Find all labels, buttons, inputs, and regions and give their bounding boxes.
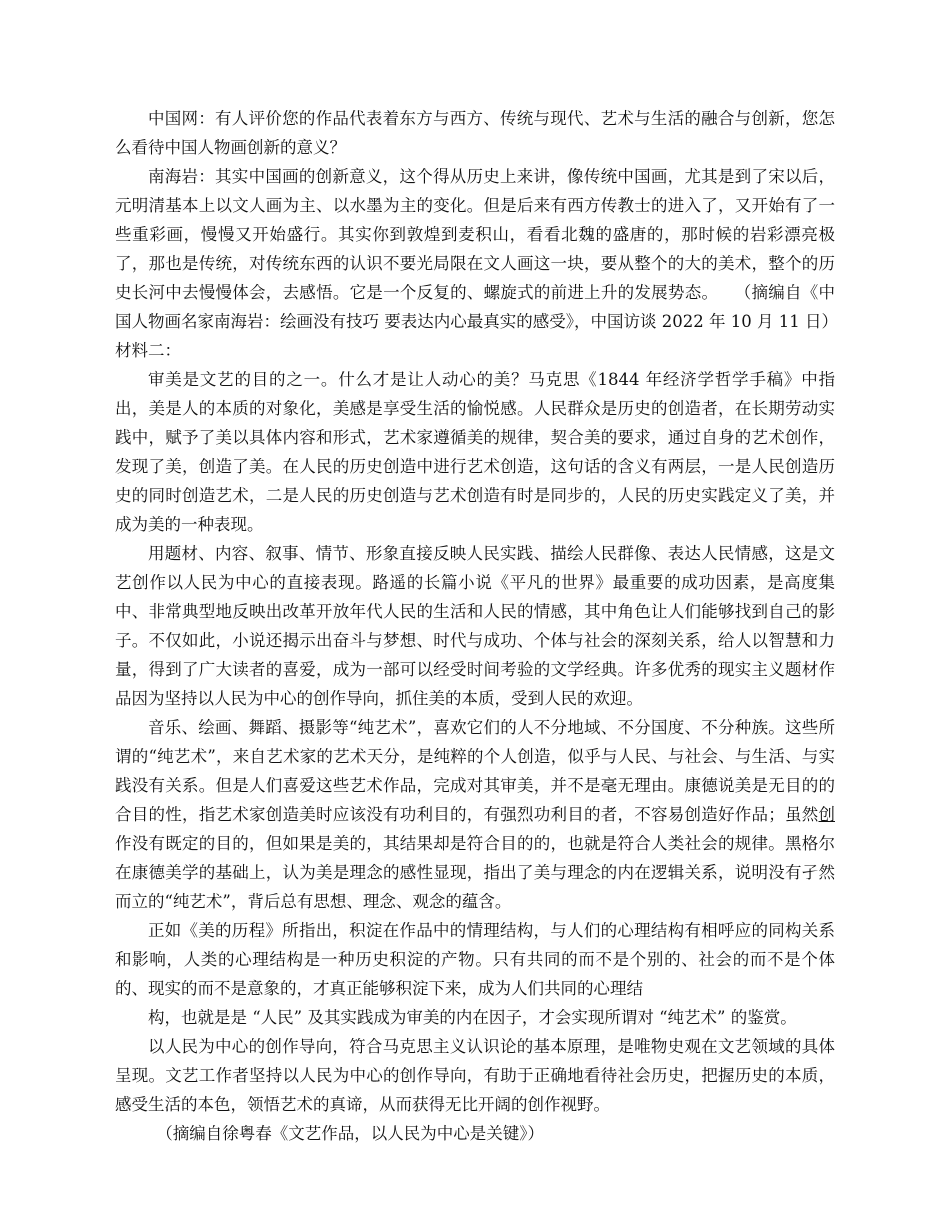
interview-question: 中国网：有人评价您的作品代表着东方与西方、传统与现代、艺术与生活的融合与创新，您怎么看待中国人物画创新的意义？: [115, 109, 835, 157]
paragraph-pure-art-part1: 音乐、绘画、舞蹈、摄影等“纯艺术”，喜欢它们的人不分地域、不分国度、不分种族。这些所谓的“纯艺术”，来自艺术家的艺术天分，是纯粹的个人创造，似乎与人民、与社会、与生活、与实践没有关系。但是人们喜爱这些艺术作品，完成对其审美，并不是毫无理由。康德说美是无目的的合目的性，指艺术家创造美时应该没有功利目的，有强烈功利目的者，不容易创造好作品；虽然: [115, 718, 835, 824]
material-two-citation: （摘编自徐粤春《文艺作品，以人民为中心是关键》）: [156, 1124, 544, 1143]
paragraph-aesthetics: 审美是文艺的目的之一。什么才是让人动心的美？马克思《1844 年经济学哲学手稿》中指出，美是人的本质的对象化，美感是享受生活的愉悦感。人民群众是历史的创造者，在长期劳动实践中，赋予了美以具体内容和形式，艺术家遵循美的规律，契合美的要求，通过自身的艺术创作，发现了美，创造了美。在人民的历史创造中进行艺术创造，这句话的含义有两层，一是人民创造历史的同时创造艺术，二是人民的历史创造与艺术创造有时是同步的，人民的历史实践定义了美，并成为美的一种表现。: [115, 370, 835, 534]
paragraph-people-centered: 用题材、内容、叙事、情节、形象直接反映人民实践、描绘人民群像、表达人民情感，这是文艺创作以人民为中心的直接表现。路遥的长篇小说《平凡的世界》最重要的成功因素，是高度集中、非常典型地反映出改革开放年代人民的生活和人民的情感，其中角色让人们能够找到自己的影子。不仅如此，小说还揭示出奋斗与梦想、时代与成功、个体与社会的深刻关系，给人以智慧和力量，得到了广大读者的喜爱，成为一部可以经受时间考验的文学经典。许多优秀的现实主义题材作品因为坚持以人民为中心的创作导向，抓住美的本质，受到人民的欢迎。: [115, 544, 835, 708]
paragraph-history-of-beauty: 正如《美的历程》所指出，积淀在作品中的情理结构，与人们的心理结构有相呼应的同构关系和影响，人类的心理结构是一种历史积淀的产物。只有共同的而不是个别的、社会的而不是个体的、现实的而不是意象的，才真正能够积淀下来，成为人们共同的心理结: [115, 921, 835, 998]
paragraph-pure-art: [115, 713, 835, 916]
paragraph-pure-art-part2: 作没有既定的目的，但如果是美的，其结果却是符合目的的，也就是符合人类社会的规律。黑格尔在康德美学的基础上，认为美是理念的感性显现，指出了美与理念的内在逻辑关系，说明没有孑然而立的“纯艺术”，背后总有思想、理念、观念的蕴含。: [115, 834, 835, 911]
interview-answer-text: 南海岩：其实中国画的创新意义，这个得从历史上来讲，像传统中国画，尤其是到了宋以后，元明清基本上以文人画为主、以水墨为主的变化。但是后来有西方传教士的进入了，又开始有了一些重彩画，慢慢又开始盛行。其实你到敦煌到麦积山，看看北魏的盛唐的，那时候的岩彩漂亮极了，那也是传统，对传统东西的认识不要光局限在文人画这一块，要从整个的大的美术，整个的历史长河中去慢慢体会，去感悟。它是一个反复的、螺旋式的前进上升的发展势态。: [115, 167, 835, 302]
document-page: [115, 104, 838, 1148]
material-two-label: 材料二：: [115, 341, 181, 360]
paragraph-conclusion: 以人民为中心的创作导向，符合马克思主义认识论的基本原理，是唯物史观在文艺领域的具体呈现。文艺工作者坚持以人民为中心的创作导向，有助于正确地看待社会历史，把握历史的本质，感受生活的本色，领悟艺术的真谛，从而获得无比开阔的创作视野。: [115, 1037, 835, 1114]
interview-citation: （摘编自《中国人物画名家南海岩：绘画没有技巧 要表达内心最真实的感受》，中国访谈 2022 年 10 月 11 日）: [115, 283, 838, 331]
paragraph-continuation: 构，也就是是 “人民” 及其实践成为审美的内在因子，才会实现所谓对 “纯艺术” 的鉴赏。: [148, 1008, 797, 1027]
interview-answer: [115, 162, 838, 336]
underlined-character: 创: [818, 805, 835, 824]
